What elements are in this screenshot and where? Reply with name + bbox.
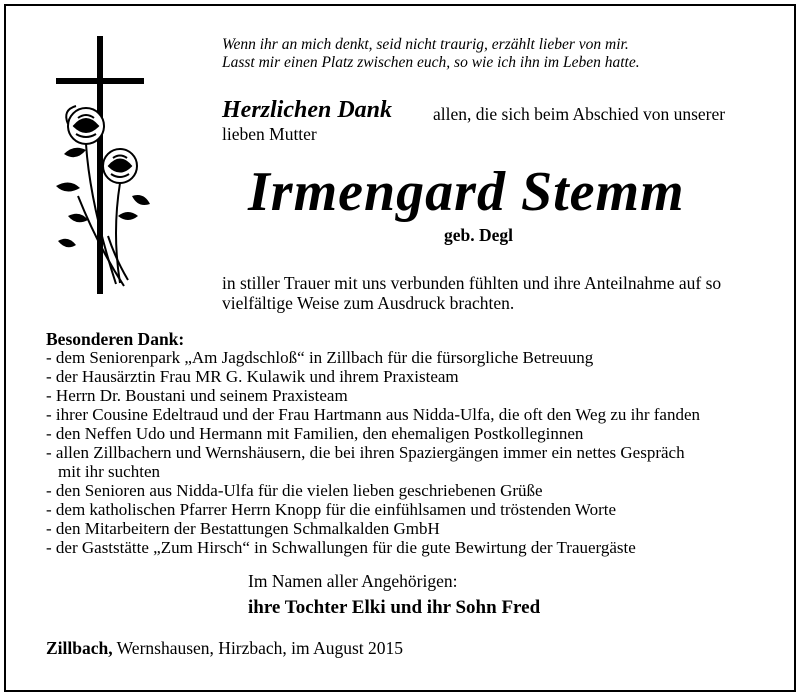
list-item: - den Mitarbeitern der Bestattungen Schmalkalden GmbH <box>46 519 440 538</box>
quote-line-1: Wenn ihr an mich denkt, seid nicht traurig, erzählt lieber von mir. <box>222 36 629 53</box>
list-item: - der Gaststätte „Zum Hirsch“ in Schwallungen für die gute Bewirtung der Trauergäste <box>46 538 636 557</box>
birth-name: geb. Degl <box>444 225 514 245</box>
signature-names: ihre Tochter Elki und ihr Sohn Fred <box>248 597 541 618</box>
deceased-name: Irmengard Stemm <box>248 161 685 223</box>
cross-with-roses-icon <box>48 36 158 296</box>
thanks-text-line-2: lieben Mutter <box>222 124 317 144</box>
sympathy-line-1: in stiller Trauer mit uns verbunden fühlten und ihre Anteilnahme auf so <box>222 273 722 293</box>
special-thanks-heading: Besonderen Dank: <box>46 329 185 349</box>
list-item: - der Hausärztin Frau MR G. Kulawik und ihrem Praxisteam <box>46 367 459 386</box>
signature-intro: Im Namen aller Angehörigen: <box>248 571 458 591</box>
list-item: - allen Zillbachern und Wernshäusern, die bei ihren Spaziergängen immer ein nettes Gespräch <box>46 443 685 462</box>
footer-rest: Wernshausen, Hirzbach, im August 2015 <box>112 638 403 658</box>
list-item: - ihrer Cousine Edeltraud und der Frau Hartmann aus Nidda-Ulfa, die oft den Weg zu ihr fanden <box>46 405 701 424</box>
list-item-continuation: mit ihr suchten <box>58 462 160 481</box>
quote-line-2: Lasst mir einen Platz zwischen euch, so wie ich ihn im Leben hatte. <box>222 54 640 71</box>
footer-place-bold: Zillbach, <box>46 638 113 658</box>
list-item: - Herrn Dr. Boustani und seinem Praxisteam <box>46 386 348 405</box>
footer-place-date <box>46 638 403 658</box>
thanks-heading: Herzlichen Dank <box>222 97 393 123</box>
thanks-text-line-1: allen, die sich beim Abschied von unserer <box>433 104 726 124</box>
list-item: - den Senioren aus Nidda-Ulfa für die vielen lieben geschriebenen Grüße <box>46 481 543 500</box>
list-item: - dem katholischen Pfarrer Herrn Knopp für die einfühlsamen und tröstenden Worte <box>46 500 617 519</box>
sympathy-line-2: vielfältige Weise zum Ausdruck brachten. <box>222 293 515 313</box>
list-item: - den Neffen Udo und Hermann mit Familien, den ehemaligen Postkolleginnen <box>46 424 584 443</box>
list-item: - dem Seniorenpark „Am Jagdschloß“ in Zillbach für die fürsorgliche Betreuung <box>46 348 594 367</box>
